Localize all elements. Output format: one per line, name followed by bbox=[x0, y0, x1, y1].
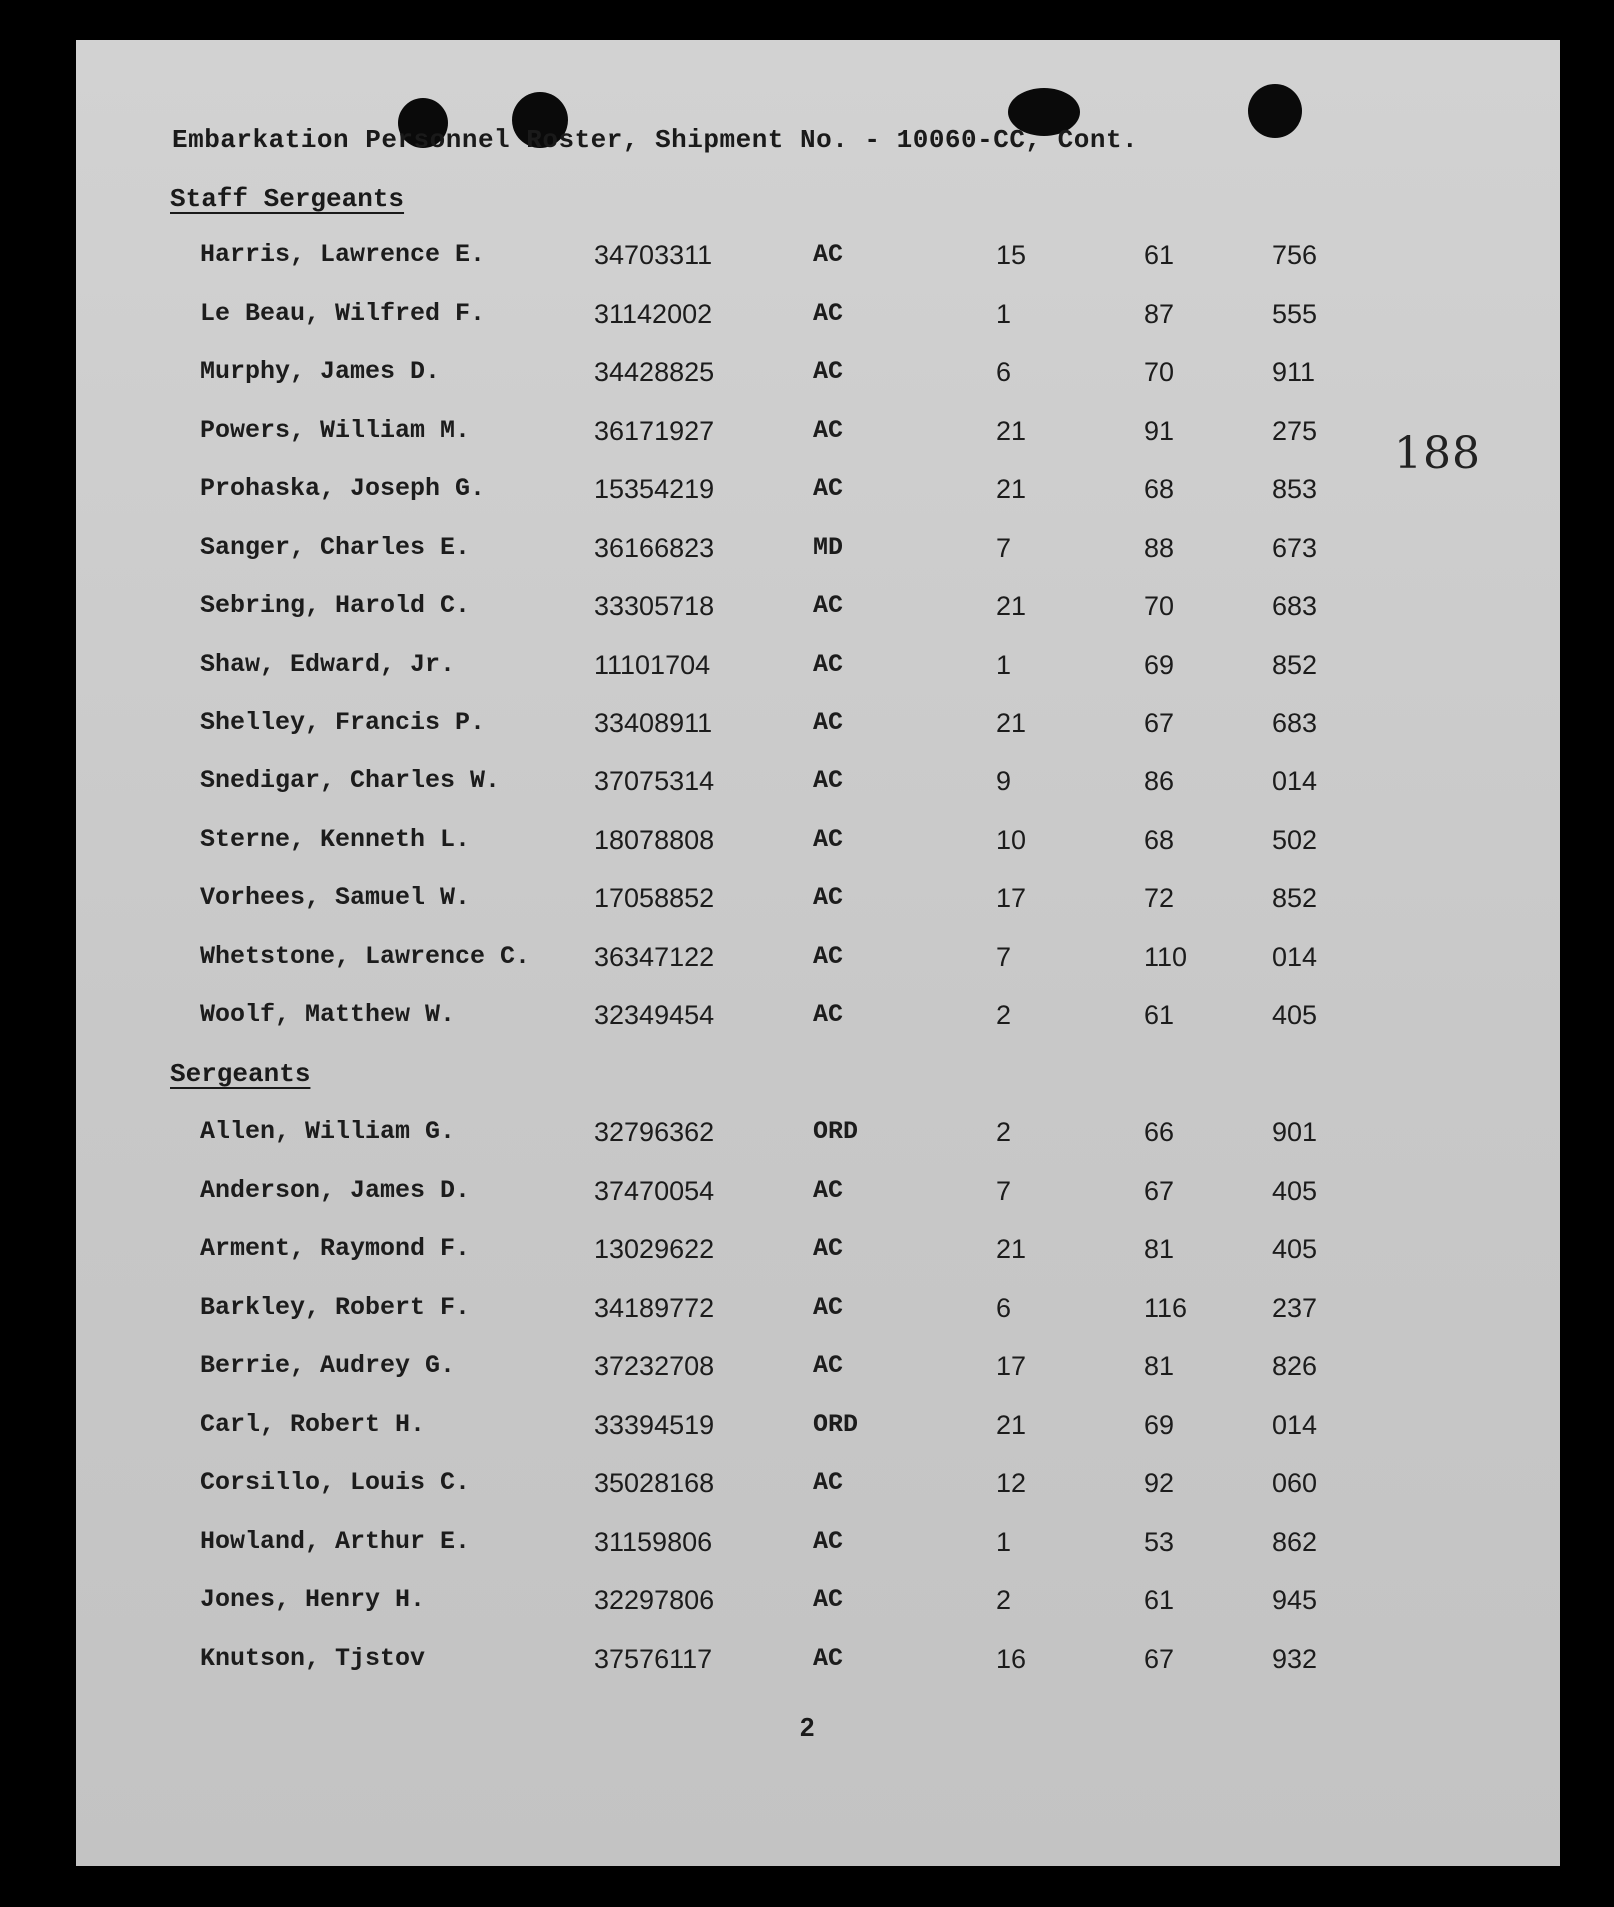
col3-cell: 014 bbox=[1272, 766, 1318, 796]
name-cell: Powers, William M. bbox=[200, 416, 471, 445]
serial-cell: 15354219 bbox=[594, 474, 715, 504]
col2-cell: 61 bbox=[1144, 240, 1175, 270]
serial-cell: 37470054 bbox=[594, 1176, 715, 1206]
table-row bbox=[76, 942, 1560, 982]
name-cell: Le Beau, Wilfred F. bbox=[200, 299, 486, 328]
serial-cell: 18078808 bbox=[594, 825, 715, 855]
name-cell: Howland, Arthur E. bbox=[200, 1527, 471, 1556]
branch-cell: AC bbox=[813, 1176, 844, 1205]
col2-cell: 68 bbox=[1144, 474, 1175, 504]
col3-cell: 237 bbox=[1272, 1293, 1318, 1323]
table-row bbox=[76, 766, 1560, 806]
col3-cell: 555 bbox=[1272, 299, 1318, 329]
col1-cell: 9 bbox=[996, 766, 1012, 796]
branch-cell: AC bbox=[813, 299, 844, 328]
branch-cell: AC bbox=[813, 942, 844, 971]
col2-cell: 61 bbox=[1144, 1585, 1175, 1615]
branch-cell: AC bbox=[813, 240, 844, 269]
serial-cell: 37232708 bbox=[594, 1351, 715, 1381]
name-cell: Sebring, Harold C. bbox=[200, 591, 471, 620]
col2-cell: 61 bbox=[1144, 1000, 1175, 1030]
page-stamp: 188 bbox=[1394, 428, 1481, 479]
col1-cell: 21 bbox=[996, 474, 1027, 504]
serial-cell: 17058852 bbox=[594, 883, 715, 913]
col3-cell: 405 bbox=[1272, 1234, 1318, 1264]
col3-cell: 673 bbox=[1272, 533, 1318, 563]
branch-cell: AC bbox=[813, 883, 844, 912]
branch-cell: AC bbox=[813, 1644, 844, 1673]
document-title: Embarkation Personnel Roster, Shipment No. - 10060-CC, Cont. bbox=[172, 125, 1139, 155]
col3-cell: 060 bbox=[1272, 1468, 1318, 1498]
col1-cell: 7 bbox=[996, 942, 1012, 972]
branch-cell: AC bbox=[813, 708, 844, 737]
table-row bbox=[76, 240, 1560, 280]
serial-cell: 32796362 bbox=[594, 1117, 715, 1147]
name-cell: Whetstone, Lawrence C. bbox=[200, 942, 531, 971]
name-cell: Woolf, Matthew W. bbox=[200, 1000, 456, 1029]
serial-cell: 34428825 bbox=[594, 357, 715, 387]
serial-cell: 33394519 bbox=[594, 1410, 715, 1440]
col2-cell: 116 bbox=[1144, 1293, 1188, 1323]
name-cell: Barkley, Robert F. bbox=[200, 1293, 471, 1322]
col3-cell: 275 bbox=[1272, 416, 1318, 446]
col2-cell: 67 bbox=[1144, 1176, 1175, 1206]
name-cell: Allen, William G. bbox=[200, 1117, 456, 1146]
serial-cell: 34189772 bbox=[594, 1293, 715, 1323]
col2-cell: 67 bbox=[1144, 1644, 1175, 1674]
name-cell: Vorhees, Samuel W. bbox=[200, 883, 471, 912]
name-cell: Sterne, Kenneth L. bbox=[200, 825, 471, 854]
name-cell: Berrie, Audrey G. bbox=[200, 1351, 456, 1380]
serial-cell: 36347122 bbox=[594, 942, 715, 972]
name-cell: Shaw, Edward, Jr. bbox=[200, 650, 456, 679]
col2-cell: 67 bbox=[1144, 708, 1175, 738]
col2-cell: 87 bbox=[1144, 299, 1175, 329]
name-cell: Carl, Robert H. bbox=[200, 1410, 426, 1439]
page-number: 2 bbox=[800, 1712, 815, 1742]
name-cell: Shelley, Francis P. bbox=[200, 708, 486, 737]
col3-cell: 014 bbox=[1272, 942, 1318, 972]
col1-cell: 2 bbox=[996, 1117, 1012, 1147]
col3-cell: 683 bbox=[1272, 591, 1318, 621]
col2-cell: 53 bbox=[1144, 1527, 1175, 1557]
col1-cell: 17 bbox=[996, 883, 1027, 913]
table-row bbox=[76, 357, 1560, 397]
table-row bbox=[76, 1410, 1560, 1450]
serial-cell: 32297806 bbox=[594, 1585, 715, 1615]
table-row bbox=[76, 474, 1560, 514]
branch-cell: AC bbox=[813, 766, 844, 795]
col3-cell: 683 bbox=[1272, 708, 1318, 738]
serial-cell: 13029622 bbox=[594, 1234, 715, 1264]
col1-cell: 15 bbox=[996, 240, 1027, 270]
table-row bbox=[76, 708, 1560, 748]
name-cell: Knutson, Tjstov bbox=[200, 1644, 426, 1673]
col1-cell: 10 bbox=[996, 825, 1027, 855]
document-page bbox=[76, 40, 1560, 1866]
branch-cell: ORD bbox=[813, 1410, 859, 1439]
table-row bbox=[76, 1468, 1560, 1508]
col3-cell: 901 bbox=[1272, 1117, 1318, 1147]
table-row bbox=[76, 883, 1560, 923]
name-cell: Sanger, Charles E. bbox=[200, 533, 471, 562]
col3-cell: 014 bbox=[1272, 1410, 1318, 1440]
name-cell: Corsillo, Louis C. bbox=[200, 1468, 471, 1497]
serial-cell: 34703311 bbox=[594, 240, 713, 270]
col2-cell: 68 bbox=[1144, 825, 1175, 855]
col3-cell: 911 bbox=[1272, 357, 1316, 387]
branch-cell: AC bbox=[813, 591, 844, 620]
table-row bbox=[76, 591, 1560, 631]
branch-cell: AC bbox=[813, 1000, 844, 1029]
col2-cell: 81 bbox=[1144, 1234, 1175, 1264]
col1-cell: 16 bbox=[996, 1644, 1027, 1674]
col2-cell: 66 bbox=[1144, 1117, 1175, 1147]
branch-cell: AC bbox=[813, 825, 844, 854]
col1-cell: 2 bbox=[996, 1585, 1012, 1615]
col1-cell: 17 bbox=[996, 1351, 1027, 1381]
branch-cell: AC bbox=[813, 357, 844, 386]
table-row bbox=[76, 1585, 1560, 1625]
col3-cell: 756 bbox=[1272, 240, 1318, 270]
col1-cell: 1 bbox=[996, 650, 1012, 680]
col2-cell: 69 bbox=[1144, 650, 1175, 680]
serial-cell: 32349454 bbox=[594, 1000, 715, 1030]
name-cell: Snedigar, Charles W. bbox=[200, 766, 501, 795]
col2-cell: 81 bbox=[1144, 1351, 1175, 1381]
section-heading-staff-sergeants: Staff Sergeants bbox=[170, 184, 405, 214]
col1-cell: 7 bbox=[996, 533, 1012, 563]
col3-cell: 853 bbox=[1272, 474, 1318, 504]
table-row bbox=[76, 1527, 1560, 1567]
table-row bbox=[76, 1351, 1560, 1391]
col2-cell: 72 bbox=[1144, 883, 1175, 913]
col1-cell: 21 bbox=[996, 1234, 1027, 1264]
serial-cell: 36171927 bbox=[594, 416, 715, 446]
col3-cell: 862 bbox=[1272, 1527, 1318, 1557]
col3-cell: 502 bbox=[1272, 825, 1318, 855]
branch-cell: ORD bbox=[813, 1117, 859, 1146]
serial-cell: 37576117 bbox=[594, 1644, 713, 1674]
serial-cell: 31159806 bbox=[594, 1527, 713, 1557]
name-cell: Murphy, James D. bbox=[200, 357, 441, 386]
branch-cell: AC bbox=[813, 1351, 844, 1380]
col2-cell: 69 bbox=[1144, 1410, 1175, 1440]
name-cell: Arment, Raymond F. bbox=[200, 1234, 471, 1263]
serial-cell: 31142002 bbox=[594, 299, 713, 329]
col2-cell: 86 bbox=[1144, 766, 1175, 796]
table-row bbox=[76, 825, 1560, 865]
col3-cell: 826 bbox=[1272, 1351, 1318, 1381]
col2-cell: 110 bbox=[1144, 942, 1188, 972]
col3-cell: 852 bbox=[1272, 650, 1318, 680]
col1-cell: 7 bbox=[996, 1176, 1012, 1206]
col1-cell: 1 bbox=[996, 1527, 1012, 1557]
table-row bbox=[76, 1293, 1560, 1333]
col3-cell: 405 bbox=[1272, 1000, 1318, 1030]
table-row bbox=[76, 1644, 1560, 1684]
col3-cell: 405 bbox=[1272, 1176, 1318, 1206]
col2-cell: 88 bbox=[1144, 533, 1175, 563]
name-cell: Jones, Henry H. bbox=[200, 1585, 426, 1614]
col1-cell: 21 bbox=[996, 708, 1027, 738]
branch-cell: AC bbox=[813, 650, 844, 679]
name-cell: Anderson, James D. bbox=[200, 1176, 471, 1205]
branch-cell: AC bbox=[813, 474, 844, 503]
branch-cell: AC bbox=[813, 1293, 844, 1322]
table-row bbox=[76, 650, 1560, 690]
branch-cell: AC bbox=[813, 1585, 844, 1614]
name-cell: Prohaska, Joseph G. bbox=[200, 474, 486, 503]
serial-cell: 33305718 bbox=[594, 591, 715, 621]
serial-cell: 11101704 bbox=[594, 650, 711, 680]
col1-cell: 21 bbox=[996, 591, 1027, 621]
branch-cell: MD bbox=[813, 533, 844, 562]
col1-cell: 1 bbox=[996, 299, 1012, 329]
serial-cell: 36166823 bbox=[594, 533, 715, 563]
branch-cell: AC bbox=[813, 1527, 844, 1556]
table-row bbox=[76, 1000, 1560, 1040]
serial-cell: 33408911 bbox=[594, 708, 713, 738]
col1-cell: 12 bbox=[996, 1468, 1027, 1498]
col1-cell: 6 bbox=[996, 1293, 1012, 1323]
table-row bbox=[76, 1117, 1560, 1157]
table-row bbox=[76, 1176, 1560, 1216]
col1-cell: 6 bbox=[996, 357, 1012, 387]
col3-cell: 932 bbox=[1272, 1644, 1318, 1674]
name-cell: Harris, Lawrence E. bbox=[200, 240, 486, 269]
col1-cell: 21 bbox=[996, 416, 1027, 446]
col2-cell: 92 bbox=[1144, 1468, 1175, 1498]
col3-cell: 945 bbox=[1272, 1585, 1318, 1615]
col2-cell: 91 bbox=[1144, 416, 1175, 446]
table-row bbox=[76, 1234, 1560, 1274]
branch-cell: AC bbox=[813, 1234, 844, 1263]
section-heading-sergeants: Sergeants bbox=[170, 1059, 311, 1089]
table-row bbox=[76, 299, 1560, 339]
serial-cell: 35028168 bbox=[594, 1468, 715, 1498]
branch-cell: AC bbox=[813, 416, 844, 445]
col1-cell: 21 bbox=[996, 1410, 1027, 1440]
table-row bbox=[76, 533, 1560, 573]
punch-hole bbox=[1248, 84, 1302, 138]
col3-cell: 852 bbox=[1272, 883, 1318, 913]
serial-cell: 37075314 bbox=[594, 766, 715, 796]
branch-cell: AC bbox=[813, 1468, 844, 1497]
col1-cell: 2 bbox=[996, 1000, 1012, 1030]
col2-cell: 70 bbox=[1144, 357, 1175, 387]
col2-cell: 70 bbox=[1144, 591, 1175, 621]
table-row bbox=[76, 416, 1560, 456]
